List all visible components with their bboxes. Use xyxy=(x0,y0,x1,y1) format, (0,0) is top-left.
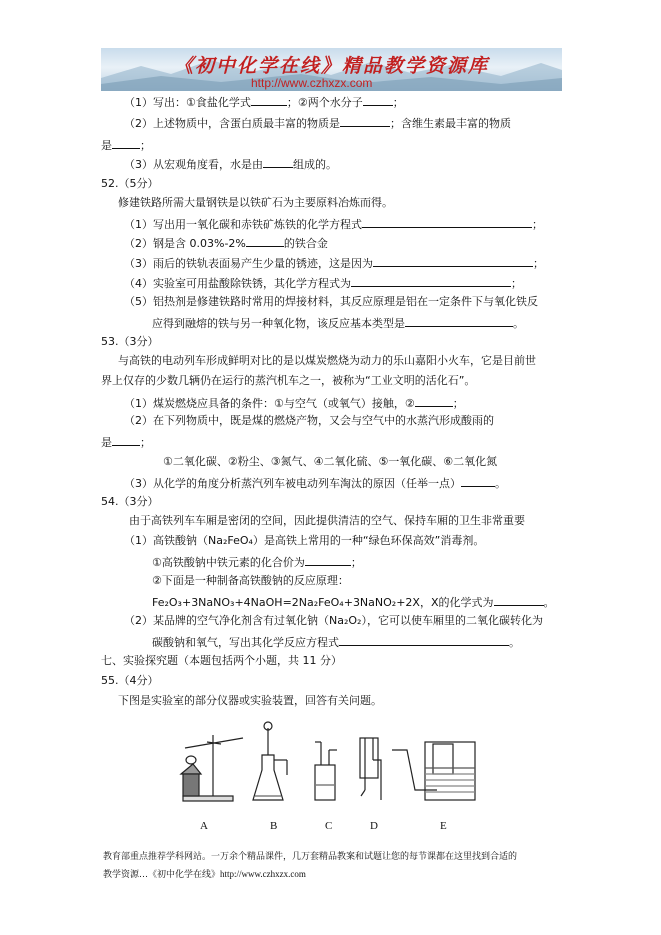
figure-label-b: B xyxy=(270,820,278,832)
footer-line-1: 教育部重点推荐学科网站。一万余个精品课件，几万套精品教案和试题让您的每节课都在这里找到合适的 xyxy=(103,851,518,861)
apparatus-d xyxy=(360,738,381,800)
answer-blank[interactable] xyxy=(305,554,351,566)
q52-part-4: （4）实验室可用盐酸除铁锈，其化学方程式为 ； xyxy=(124,277,522,290)
q51-line-4: （3）从宏观角度看，水是由 组成的。 xyxy=(124,158,337,171)
q52-heading: 52.（5分） xyxy=(101,177,159,190)
figure-label-a: A xyxy=(200,820,208,832)
q55-heading: 55.（4分） xyxy=(101,674,159,687)
apparatus-b xyxy=(253,722,287,800)
answer-blank[interactable] xyxy=(494,594,544,606)
answer-blank[interactable] xyxy=(112,434,140,446)
answer-blank[interactable] xyxy=(415,395,453,407)
q51-line-3: 是 ； xyxy=(101,139,151,152)
answer-blank[interactable] xyxy=(405,315,513,327)
q52-intro: 修建铁路所需大量钢铁是以铁矿石为主要原料冶炼而得。 xyxy=(118,196,393,209)
q54-part-1-a: ①高铁酸钠中铁元素的化合价为 ； xyxy=(152,556,362,569)
q54-part-1: （1）高铁酸钠（Na₂FeO₄）是高铁上常用的一种“绿色环保高效”消毒剂。 xyxy=(124,534,485,547)
q53-intro-1: 与高铁的电动列车形成鲜明对比的是以煤炭燃烧为动力的乐山嘉阳小火车，它是目前世 xyxy=(118,354,536,367)
q54-part-2-a: （2）某品牌的空气净化剂含有过氧化钠（Na₂O₂），它可以使车厢里的二氧化碳转化为 xyxy=(124,614,543,627)
footer-line-2: 教学资源…《初中化学在线》http://www.czhxzx.com xyxy=(103,869,306,879)
header-banner xyxy=(101,48,562,91)
answer-blank[interactable] xyxy=(251,94,287,106)
figure-label-c: C xyxy=(325,820,333,832)
q53-part-2: （2）在下列物质中，既是煤的燃烧产物，又会与空气中的水蒸汽形成酸雨的 xyxy=(124,414,494,427)
q53-heading: 53.（3分） xyxy=(101,335,159,348)
figure-label-d: D xyxy=(370,820,378,832)
answer-blank[interactable] xyxy=(246,235,284,247)
answer-blank[interactable] xyxy=(339,634,509,646)
q53-intro-2: 界上仅存的少数几辆仍在运行的蒸汽机车之一，被称为“工业文明的活化石”。 xyxy=(101,374,476,387)
q52-part-5-b: 应得到融熔的铁与另一种氧化物，该反应基本类型是 。 xyxy=(152,317,524,330)
answer-blank[interactable] xyxy=(263,156,293,168)
q52-part-2: （2）钢是含 0.03%-2% 的铁合金 xyxy=(124,237,328,250)
q53-part-3: （3）从化学的角度分析蒸汽列车被电动列车淘汰的原因（任举一点） 。 xyxy=(124,477,506,490)
section-seven-heading: 七、实验探究题（本题包括两个小题，共 11 分） xyxy=(101,654,342,667)
apparatus-c xyxy=(315,742,337,800)
q54-intro: 由于高铁列车车厢是密闭的空间，因此提供清洁的空气、保持车厢的卫生非常重要 xyxy=(129,514,525,527)
q51-line-2: （2）上述物质中，含蛋白质最丰富的物质是 ；含维生素最丰富的物质 xyxy=(124,117,511,130)
answer-blank[interactable] xyxy=(461,475,495,487)
q53-part-2-answer: 是 ； xyxy=(101,436,151,449)
answer-blank[interactable] xyxy=(351,275,511,287)
q52-part-3: （3）雨后的铁轨表面易产生少量的锈迹，这是因为 ； xyxy=(124,257,544,270)
answer-blank[interactable] xyxy=(340,115,390,127)
figure-label-e: E xyxy=(440,820,447,832)
apparatus-e xyxy=(392,742,475,800)
q54-part-2-b: 碳酸钠和氧气，写出其化学反应方程式 。 xyxy=(152,636,520,649)
q53-part-1: （1）煤炭燃烧应具备的条件：①与空气（或氧气）接触，② ； xyxy=(124,397,464,410)
q51-line-1: （1）写出：①食盐化学式 ；②两个水分子 ； xyxy=(124,96,404,109)
q54-part-1-b: ②下面是一种制备高铁酸钠的反应原理： xyxy=(152,574,349,587)
answer-blank[interactable] xyxy=(373,255,533,267)
header-title: 《初中化学在线》精品教学资源库 xyxy=(173,55,489,77)
answer-blank[interactable] xyxy=(363,94,393,106)
q53-options: ①二氧化碳、②粉尘、③氮气、④二氧化硫、⑤一氧化碳、⑥二氧化氮 xyxy=(163,455,498,468)
q54-heading: 54.（3分） xyxy=(101,495,159,508)
q55-intro: 下图是实验室的部分仪器或实验装置，回答有关问题。 xyxy=(118,694,382,707)
answer-blank[interactable] xyxy=(112,137,140,149)
q52-part-1: （1）写出用一氧化碳和赤铁矿炼铁的化学方程式 ； xyxy=(124,218,543,231)
answer-blank[interactable] xyxy=(362,216,532,228)
header-url[interactable]: http://www.czhxzx.com xyxy=(251,76,373,90)
q52-part-5-a: （5）铝热剂是修建铁路时常用的焊接材料，其反应原理是铝在一定条件下与氧化铁反 xyxy=(124,295,538,308)
q54-equation: Fe₂O₃+3NaNO₃+4NaOH=2Na₂FeO₄+3NaNO₂+2X，X的化学式为 。 xyxy=(152,596,555,609)
lab-apparatus-figure xyxy=(175,720,485,815)
apparatus-a xyxy=(181,735,243,801)
